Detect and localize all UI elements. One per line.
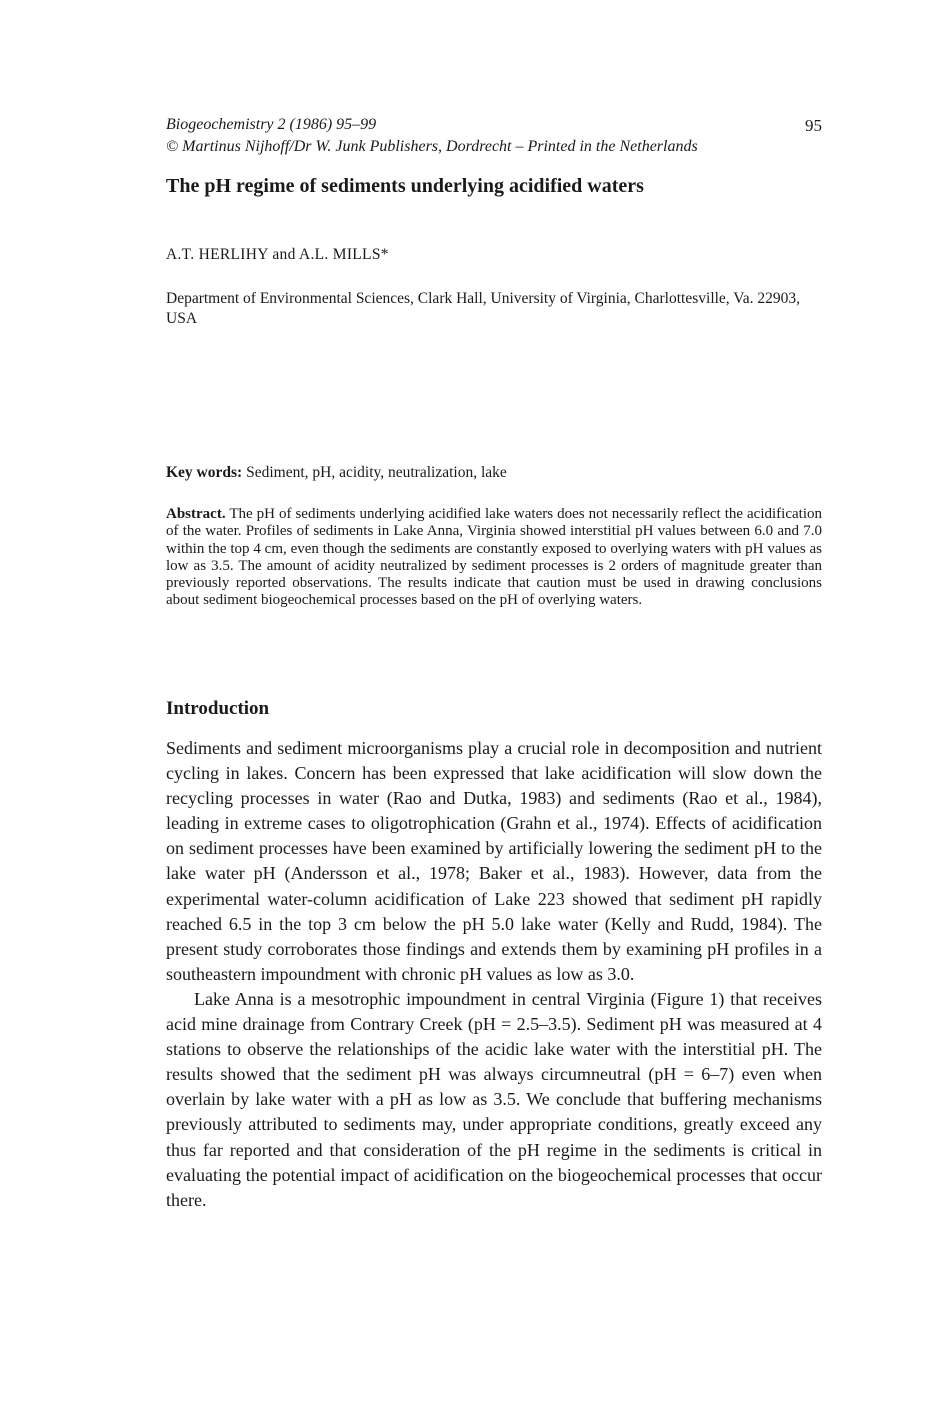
running-head bbox=[166, 114, 822, 158]
introduction-paragraph-1: Sediments and sediment microorganisms play a crucial role in decomposition and nutrient cycling in lakes. Concern has been expressed that lake acidification will slow down the recycling processes in water (Rao and Dutka, 1983) and sediments (Rao et al., 1984), leading in extreme cases to oligotrophication (Grahn et al., 1974). Effects of acidification on sediment processes have been examined by artificially lowering the sediment pH to the lake water pH (Andersson et al., 1978; Baker et al., 1983). However, data from the experimental water-column acidification of Lake 223 showed that sediment pH rapidly reached 6.5 in the top 3 cm below the pH 5.0 lake water (Kelly and Rudd, 1984). The present study corroborates those findings and extends them by examining pH profiles in a southeastern impoundment with chronic pH values as low as 3.0. bbox=[166, 738, 822, 984]
introduction-body bbox=[166, 736, 822, 1213]
journal-citation: Biogeochemistry 2 (1986) 95–99 bbox=[166, 116, 377, 133]
abstract bbox=[166, 506, 822, 610]
keywords-label: Key words: bbox=[166, 464, 243, 481]
keywords-text: Sediment, pH, acidity, neutralization, lake bbox=[246, 464, 507, 481]
introduction-heading: Introduction bbox=[166, 698, 270, 719]
affiliation: Department of Environmental Sciences, Clark Hall, University of Virginia, Charlottesville, Va. 22903, USA bbox=[166, 290, 801, 327]
article-title: The pH regime of sediments underlying acidified waters bbox=[166, 175, 644, 197]
abstract-text: The pH of sediments underlying acidified lake waters does not necessarily reflect the acidification of the water. Profiles of sediments in Lake Anna, Virginia showed interstitial pH values between 6.0 and 7.0 within the top 4 cm, even though the sediments are constantly exposed to overlying waters with pH values as low as 3.5. The amount of acidity neutralized by sediment processes is 2 orders of magnitude greater than previously reported observations. The results indicate that caution must be used in drawing conclusions about sediment biogeochemical processes based on the pH of overlying waters. bbox=[166, 506, 822, 609]
authors: A.T. HERLIHY and A.L. MILLS* bbox=[166, 246, 389, 263]
abstract-label: Abstract. bbox=[166, 506, 226, 522]
page-number: 95 bbox=[805, 116, 822, 135]
introduction-paragraph-2: Lake Anna is a mesotrophic impoundment in central Virginia (Figure 1) that receives acid mine drainage from Contrary Creek (pH = 2.5–3.5). Sediment pH was measured at 4 stations to observe the relationships of the acidic lake water with the interstitial pH. The results showed that the sediment pH was always circumneutral (pH = 6–7) even when overlain by lake water with a pH as low as 3.5. We conclude that buffering mechanisms previously attributed to sediments may, under appropriate conditions, greatly exceed any thus far reported and that consideration of the pH regime in the sediments is critical in evaluating the potential impact of acidification on the biogeochemical processes that occur there. bbox=[166, 988, 822, 1210]
publisher-line: © Martinus Nijhoff/Dr W. Junk Publishers, Dordrecht – Printed in the Netherlands bbox=[166, 138, 698, 155]
keywords bbox=[166, 464, 822, 482]
